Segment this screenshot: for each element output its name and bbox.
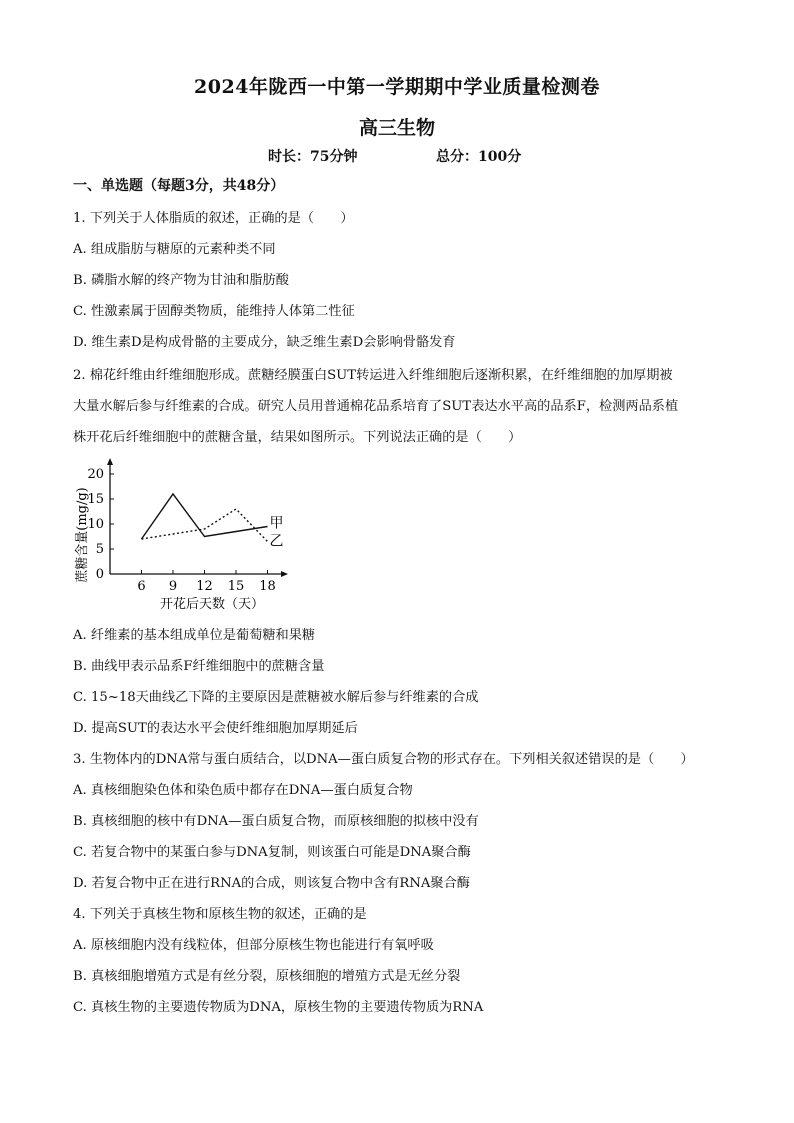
x-tick-label: 12 bbox=[196, 579, 213, 594]
question-3-option-d: D. 若复合物中正在进行RNA的合成，则该复合物中含有RNA聚合酶 bbox=[73, 876, 470, 891]
series-label-yi: 乙 bbox=[269, 533, 284, 550]
x-tick-label: 18 bbox=[259, 579, 276, 594]
y-tick-label: 10 bbox=[87, 517, 104, 532]
chart-axes bbox=[87, 458, 288, 594]
question-3-option-b: B. 真核细胞的核中有DNA—蛋白质复合物，而原核细胞的拟核中没有 bbox=[73, 814, 479, 829]
y-axis-arrow bbox=[107, 458, 113, 465]
question-1-option-b: B. 磷脂水解的终产物为甘油和脂肪酸 bbox=[73, 273, 289, 288]
question-3-stem: 3. 生物体内的DNA常与蛋白质结合，以DNA—蛋白质复合物的形式存在。下列相关叙述错误的是（ ） bbox=[73, 752, 694, 767]
question-2-option-b: B. 曲线甲表示品系F纤维细胞中的蔗糖含量 bbox=[73, 659, 325, 674]
question-1-option-d: D. 维生素D是构成骨骼的主要成分，缺乏维生素D会影响骨骼发育 bbox=[73, 335, 456, 350]
question-4-option-a: A. 原核细胞内没有线粒体，但部分原核生物也能进行有氧呼吸 bbox=[73, 938, 434, 953]
x-tick-label: 9 bbox=[168, 579, 178, 594]
chart-ylabel: 蔗糖含量(mg/g) bbox=[75, 487, 90, 583]
question-3-option-a: A. 真核细胞染色体和染色质中都存在DNA—蛋白质复合物 bbox=[73, 783, 413, 798]
question-2-stem-line-2: 大量水解后参与纤维素的合成。研究人员用普通棉花品系培育了SUT表达水平高的品系F，检测两品系植 bbox=[73, 399, 679, 414]
question-1-option-c: C. 性激素属于固醇类物质，能维持人体第二性征 bbox=[73, 304, 355, 319]
exam-duration: 时长：75分钟 bbox=[268, 149, 358, 165]
section-heading: 一、单选题（每题3分，共48分） bbox=[73, 178, 285, 194]
y-tick-label: 0 bbox=[95, 567, 104, 582]
chart-xlabel: 开花后天数（天） bbox=[159, 597, 265, 612]
question-3-option-c: C. 若复合物中的某蛋白参与DNA复制，则该蛋白可能是DNA聚合酶 bbox=[73, 845, 471, 860]
question-4-option-c: C. 真核生物的主要遗传物质为DNA，原核生物的主要遗传物质为RNA bbox=[73, 1000, 484, 1015]
y-tick-label: 20 bbox=[87, 467, 104, 482]
question-4-option-b: B. 真核细胞增殖方式是有丝分裂，原核细胞的增殖方式是无丝分裂 bbox=[73, 969, 461, 984]
x-tick-label: 6 bbox=[137, 579, 146, 594]
question-2-stem-line-1: 2. 棉花纤维由纤维细胞形成。蔗糖经膜蛋白SUT转运进入纤维细胞后逐渐积累，在纤维细胞的加厚期被 bbox=[73, 368, 673, 383]
chart-marks bbox=[142, 494, 284, 550]
question-2-option-a: A. 纤维素的基本组成单位是葡萄糖和果糖 bbox=[73, 628, 316, 643]
sucrose-content-chart bbox=[66, 455, 296, 615]
question-1-stem: 1. 下列关于人体脂质的叙述，正确的是（ ） bbox=[73, 211, 354, 226]
x-axis-arrow bbox=[281, 571, 288, 577]
exam-title: 2024年陇西一中第一学期期中学业质量检测卷 bbox=[194, 76, 600, 98]
exam-total-score: 总分：100分 bbox=[436, 149, 522, 165]
exam-subject: 高三生物 bbox=[358, 117, 435, 139]
y-tick-label: 5 bbox=[95, 542, 104, 557]
series-label-jia: 甲 bbox=[269, 515, 284, 532]
question-4-stem: 4. 下列关于真核生物和原核生物的叙述，正确的是 bbox=[73, 907, 367, 922]
series-line-jia bbox=[142, 494, 268, 539]
question-1-option-a: A. 组成脂肪与糖原的元素种类不同 bbox=[73, 242, 276, 257]
x-tick-label: 15 bbox=[227, 579, 245, 594]
question-2-option-d: D. 提高SUT的表达水平会使纤维细胞加厚期延后 bbox=[73, 721, 358, 736]
y-tick-label: 15 bbox=[87, 492, 104, 507]
question-2-option-c: C. 15~18天曲线乙下降的主要原因是蔗糖被水解后参与纤维素的合成 bbox=[73, 690, 479, 705]
question-2-stem-line-3: 株开花后纤维细胞中的蔗糖含量，结果如图所示。下列说法正确的是（ ） bbox=[73, 430, 522, 445]
